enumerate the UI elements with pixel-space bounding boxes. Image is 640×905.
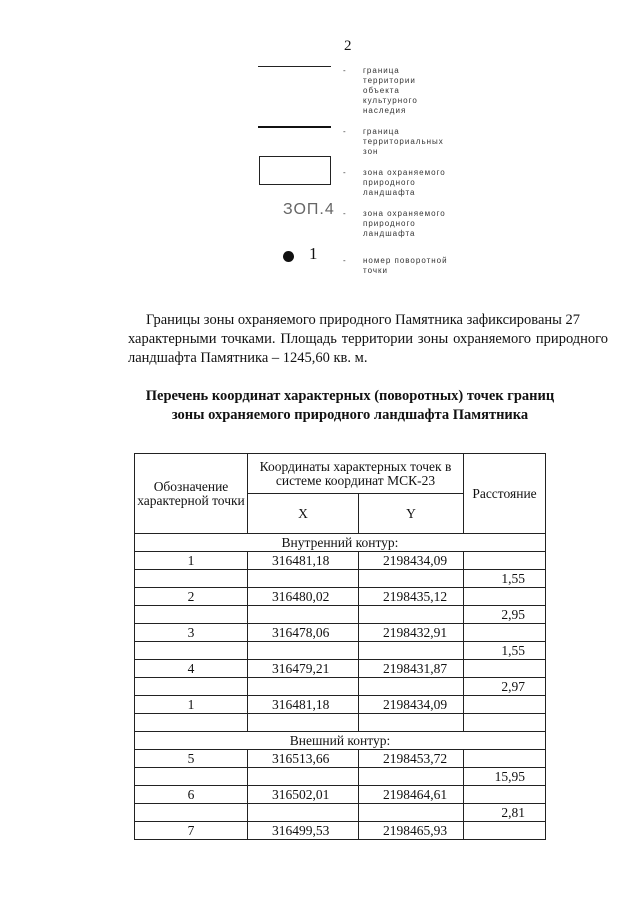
coord-x: 316499,53 xyxy=(248,822,359,840)
legend-label-landscape-zone: зона охраняемого природного ландшафта xyxy=(363,168,446,197)
coord-y: 2198431,87 xyxy=(359,660,464,678)
point-id: 1 xyxy=(135,696,248,714)
coord-x: 316502,01 xyxy=(248,786,359,804)
distance: 1,55 xyxy=(464,570,546,588)
paragraph-line: характерными точками. Площадь территории зоны охраняемого природного xyxy=(128,331,608,347)
coord-x: 316513,66 xyxy=(248,750,359,768)
legend-dash: - xyxy=(343,256,346,265)
legend-dash: - xyxy=(343,127,346,136)
body-paragraph xyxy=(128,311,608,368)
coord-x: 316481,18 xyxy=(248,552,359,570)
coord-y: 2198464,61 xyxy=(359,786,464,804)
header-y: Y xyxy=(359,494,464,534)
coordinates-table xyxy=(134,453,546,840)
legend-symbol-zone-boundary xyxy=(258,126,331,128)
header-x: X xyxy=(248,494,359,534)
point-id: 6 xyxy=(135,786,248,804)
distance: 15,95 xyxy=(464,768,546,786)
distance: 2,97 xyxy=(464,678,546,696)
point-id: 4 xyxy=(135,660,248,678)
legend-symbol-heritage-boundary xyxy=(258,66,331,67)
inner-contour-title: Внутренний контур: xyxy=(135,534,546,552)
legend-dash: - xyxy=(343,209,346,218)
coord-y: 2198435,12 xyxy=(359,588,464,606)
coord-x: 316478,06 xyxy=(248,624,359,642)
header-coords: Координаты характерных точек в системе координат МСК-23 xyxy=(248,454,464,494)
coord-y: 2198453,72 xyxy=(359,750,464,768)
legend-symbol-zop4: ЗОП.4 xyxy=(283,201,335,218)
paragraph-line: ландшафта Памятника – 1245,60 кв. м. xyxy=(128,350,368,366)
page-number: 2 xyxy=(344,38,352,54)
coord-y: 2198432,91 xyxy=(359,624,464,642)
point-id: 3 xyxy=(135,624,248,642)
coord-y: 2198465,93 xyxy=(359,822,464,840)
legend-label-zop4: зона охраняемого природного ландшафта xyxy=(363,209,446,238)
point-id: 1 xyxy=(135,552,248,570)
paragraph-line: Границы зоны охраняемого природного Памятника зафиксированы 27 xyxy=(146,312,581,328)
legend-symbol-turning-point-dot xyxy=(283,251,294,262)
coord-y: 2198434,09 xyxy=(359,696,464,714)
distance: 1,55 xyxy=(464,642,546,660)
coord-x: 316479,21 xyxy=(248,660,359,678)
point-id: 5 xyxy=(135,750,248,768)
outer-contour-title: Внешний контур: xyxy=(135,732,546,750)
legend-dash: - xyxy=(343,168,346,177)
distance: 2,95 xyxy=(464,606,546,624)
legend-dash: - xyxy=(343,66,346,75)
legend-label-heritage-boundary: граница территории объекта культурного наследия xyxy=(363,66,418,115)
point-id: 7 xyxy=(135,822,248,840)
point-id: 2 xyxy=(135,588,248,606)
distance: 2,81 xyxy=(464,804,546,822)
header-point: Обозначение характерной точки xyxy=(135,454,248,534)
coord-x: 316480,02 xyxy=(248,588,359,606)
legend-dot-label: 1 xyxy=(309,244,318,263)
coord-x: 316481,18 xyxy=(248,696,359,714)
header-distance: Расстояние xyxy=(464,454,546,534)
legend-label-turning-point: номер поворотной точки xyxy=(363,256,448,275)
coord-y: 2198434,09 xyxy=(359,552,464,570)
legend-symbol-landscape-zone xyxy=(259,156,331,185)
section-heading: Перечень координат характерных (поворотных) точек границ зоны охраняемого природного ландшафта Памятника xyxy=(145,388,555,423)
legend-label-zone-boundary: граница территориальных зон xyxy=(363,127,444,156)
